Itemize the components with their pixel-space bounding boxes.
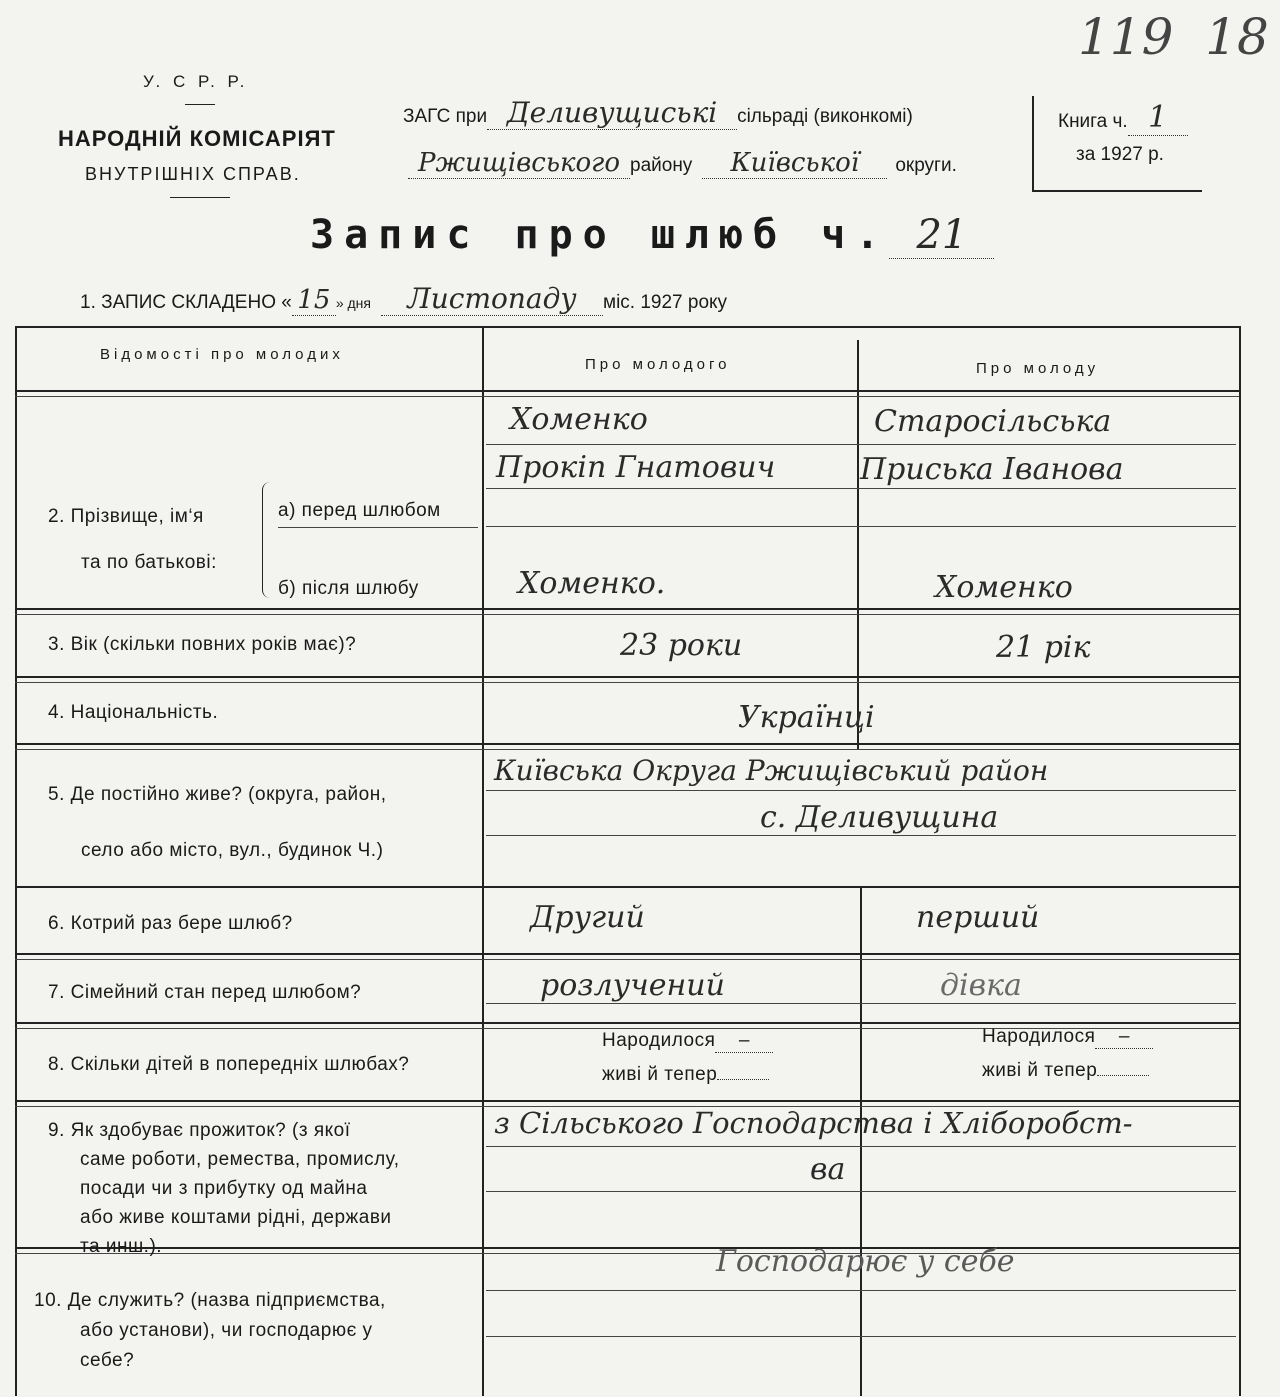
book-number-line — [1058, 100, 1188, 136]
republic-label: У. С Р. Р. — [143, 72, 249, 91]
livelihood-label-line: 9. Як здобуває прожиток? (з якої — [48, 1120, 351, 1141]
col-divider — [860, 886, 862, 1396]
bride-surname: Старосільська — [874, 404, 1112, 439]
livelihood-value: з Сільського Господарства і Хліборобст- — [494, 1106, 1133, 1140]
workplace-label-line: 10. Де служить? (назва підприємства, — [34, 1290, 386, 1311]
writing-line — [486, 1146, 1236, 1147]
workplace-label-line: або установи), чи господарює у — [80, 1320, 373, 1341]
writing-line — [486, 526, 1236, 527]
divider — [170, 197, 230, 198]
bride-born-value: – — [1095, 1026, 1153, 1049]
livelihood-label-line: або живе коштами рідні, держави — [80, 1207, 392, 1228]
row-label-name-cont: та по батькові: — [81, 552, 217, 573]
groom-marital-status: розлучений — [540, 968, 725, 1003]
row-label-residence: 5. Де постійно живе? (округа, район, — [48, 784, 387, 805]
writing-line — [486, 1290, 1236, 1291]
district-line — [408, 148, 957, 179]
workplace-value: Господарює у себе — [716, 1244, 1015, 1279]
book-number: 1 — [1128, 100, 1188, 136]
zags-line — [403, 96, 913, 130]
writing-line — [278, 527, 478, 528]
page-numbers: 119 18 — [1078, 8, 1269, 66]
bride-children-alive — [982, 1060, 1149, 1082]
groom-name: Прокіп Гнатович — [496, 450, 776, 485]
writing-line — [486, 790, 1236, 791]
col-header-labels: Відомості про молодих — [100, 346, 344, 363]
bride-age: 21 рік — [996, 630, 1091, 665]
row-divider — [15, 682, 1239, 683]
groom-surname-after: Хоменко. — [518, 566, 666, 601]
record-suffix: міс. 1927 року — [603, 292, 728, 313]
divider — [185, 104, 215, 105]
row-divider — [15, 614, 1239, 615]
livelihood-value-cont: ва — [810, 1152, 846, 1187]
row-label-age: 3. Вік (скільки повних років має)? — [48, 634, 357, 655]
writing-line — [486, 1003, 1236, 1004]
workplace-label-line: себе? — [80, 1350, 135, 1371]
row-divider — [15, 749, 1239, 750]
record-day-suffix: » дня — [335, 295, 371, 311]
livelihood-label-line: посади чи з прибутку од майна — [80, 1178, 368, 1199]
col-header-bride: Про молоду — [976, 360, 1100, 377]
groom-age: 23 роки — [620, 628, 743, 663]
ministry-label: НАРОДНІЙ КОМІСАРІЯТ — [58, 126, 336, 151]
title-text: Запис про шлюб ч. — [310, 212, 890, 258]
department-label: ВНУТРІШНІХ СПРАВ. — [85, 164, 301, 184]
row-label-livelihood — [48, 1116, 400, 1261]
record-month: Листопаду — [381, 282, 603, 316]
council-suffix: сільраді (виконкомі) — [737, 106, 913, 127]
residence-village: с. Деливущина — [760, 800, 999, 835]
groom-born-value: – — [715, 1030, 773, 1053]
livelihood-label-line: та инш.). — [80, 1236, 163, 1257]
writing-line — [486, 488, 1236, 489]
bride-marriage-count: перший — [916, 900, 1040, 935]
district-label: району — [630, 155, 693, 176]
row-divider — [15, 886, 1239, 888]
residence-value: Київська Округа Ржищівський район — [494, 754, 1049, 787]
row-label-marriage-count: 6. Котрий раз бере шлюб? — [48, 913, 293, 934]
row-label-residence-cont: село або місто, вул., будинок Ч.) — [81, 840, 384, 861]
row-label-marital-status: 7. Сімейний стан перед шлюбом? — [48, 982, 362, 1003]
groom-surname: Хоменко — [510, 402, 648, 437]
book-label: Книга ч. — [1058, 111, 1128, 132]
bride-marital-status: дівка — [940, 968, 1022, 1003]
alive-label: живі й тепер — [602, 1064, 718, 1085]
bride-children-born — [982, 1026, 1153, 1049]
writing-line — [486, 1191, 1236, 1192]
col-divider — [482, 326, 484, 1396]
row-sublabel-after: б) після шлюбу — [278, 578, 419, 599]
groom-children-born — [602, 1030, 773, 1053]
row-label-nationality: 4. Національність. — [48, 702, 219, 723]
row-divider — [15, 390, 1239, 392]
born-label: Народилося — [982, 1026, 1096, 1047]
nationality-value: Українці — [738, 700, 875, 735]
row-divider — [15, 743, 1239, 745]
col-header-groom: Про молодого — [585, 356, 731, 373]
row-divider — [15, 608, 1239, 610]
row-label-workplace — [34, 1286, 386, 1376]
district-value: Ржищівського — [408, 148, 630, 179]
okruha-label: округи. — [895, 155, 957, 176]
row-divider — [15, 676, 1239, 678]
row-divider — [15, 953, 1239, 955]
record-day: 15 — [292, 285, 336, 316]
groom-marriage-count: Другий — [530, 900, 645, 935]
bride-name: Приська Іванова — [860, 452, 1124, 487]
col-divider — [857, 340, 859, 750]
row-label-children: 8. Скільки дітей в попередніх шлюбах? — [48, 1054, 410, 1075]
row-divider — [15, 1100, 1239, 1102]
row-sublabel-before: а) перед шлюбом — [278, 500, 441, 521]
groom-children-alive — [602, 1064, 769, 1086]
born-label: Народилося — [602, 1030, 716, 1051]
bride-surname-after: Хоменко — [935, 570, 1073, 605]
writing-line — [486, 1336, 1236, 1337]
record-date-line — [80, 282, 727, 316]
page-title — [310, 212, 994, 259]
okruha-value: Київської — [702, 148, 887, 179]
alive-label: живі й тепер — [982, 1060, 1098, 1081]
row-divider — [15, 396, 1239, 397]
writing-line — [486, 835, 1236, 836]
record-prefix: 1. ЗАПИС СКЛАДЕНО « — [80, 292, 292, 313]
row-divider — [15, 959, 1239, 960]
zags-council-value: Деливущиські — [487, 96, 737, 130]
row-divider — [15, 1022, 1239, 1024]
writing-line — [486, 444, 1236, 445]
zags-prefix: ЗАГС при — [403, 106, 488, 127]
brace — [262, 482, 273, 598]
record-number: 21 — [889, 212, 994, 259]
livelihood-label-line: саме роботи, ремества, промислу, — [80, 1149, 400, 1170]
book-year: за 1927 р. — [1076, 144, 1164, 165]
row-label-name: 2. Прізвище, ім‘я — [48, 506, 204, 527]
